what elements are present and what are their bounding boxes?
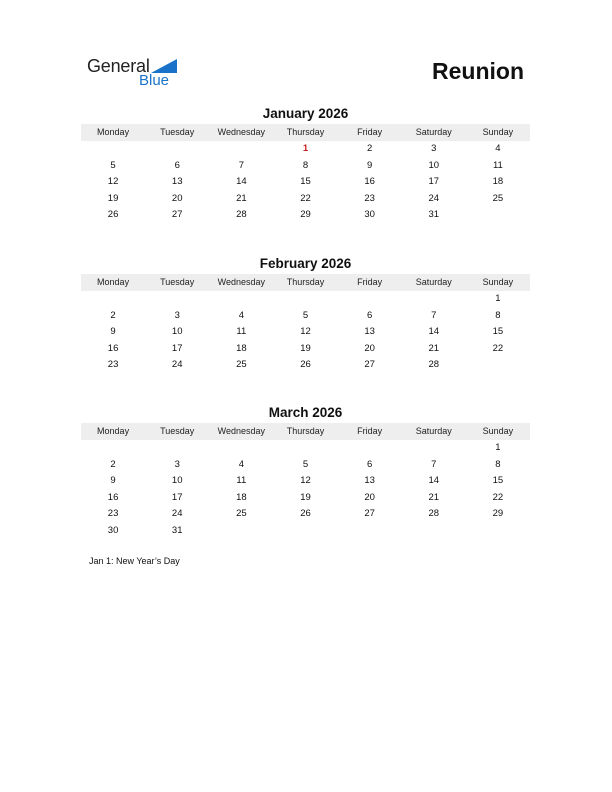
day-cell: 17 bbox=[428, 176, 440, 188]
month-block bbox=[81, 106, 530, 224]
day-cell: 25 bbox=[492, 192, 504, 204]
week-row bbox=[81, 207, 530, 224]
day-cell: 3 bbox=[431, 143, 437, 154]
week-row bbox=[81, 324, 530, 341]
day-cell: 13 bbox=[171, 176, 183, 188]
day-cell: 26 bbox=[107, 209, 119, 221]
day-cell: 10 bbox=[428, 159, 440, 171]
day-cell: 15 bbox=[492, 475, 504, 487]
day-cell: 9 bbox=[110, 475, 116, 487]
day-cell: 17 bbox=[171, 491, 183, 503]
day-cell bbox=[466, 523, 530, 540]
weekday-header bbox=[81, 274, 530, 291]
day-cell: 28 bbox=[428, 508, 440, 520]
week-row bbox=[81, 357, 530, 374]
day-cell: 20 bbox=[171, 192, 183, 204]
day-cell: 19 bbox=[300, 342, 311, 354]
weekday-label: Saturday bbox=[415, 127, 452, 137]
day-cell: 5 bbox=[110, 159, 116, 171]
day-cell: 12 bbox=[300, 326, 311, 338]
weekday-label: Sunday bbox=[482, 127, 514, 137]
day-cell: 5 bbox=[302, 309, 309, 321]
day-cell bbox=[338, 523, 402, 540]
weekday-label: Wednesday bbox=[217, 277, 266, 287]
day-cell bbox=[81, 440, 145, 457]
weekday-header bbox=[81, 124, 530, 141]
day-cell: 9 bbox=[110, 326, 116, 338]
weekday-label: Saturday bbox=[415, 426, 452, 436]
day-cell: 21 bbox=[428, 342, 440, 354]
day-cell: 19 bbox=[107, 192, 119, 204]
day-cell: 2 bbox=[110, 309, 116, 321]
weekday-label: Thursday bbox=[286, 426, 325, 436]
holiday-note: Jan 1: New Year’s Day bbox=[89, 556, 180, 566]
day-cell: 21 bbox=[236, 192, 247, 204]
day-cell bbox=[145, 141, 209, 158]
country-title: Reunion bbox=[432, 58, 524, 84]
week-row bbox=[81, 473, 530, 490]
month-block bbox=[81, 256, 530, 374]
day-cell: 31 bbox=[171, 524, 183, 536]
day-cell: 17 bbox=[171, 342, 183, 354]
day-cell: 10 bbox=[171, 475, 183, 487]
day-cell: 27 bbox=[171, 209, 183, 221]
day-cell: 14 bbox=[428, 326, 440, 338]
day-cell bbox=[402, 523, 466, 540]
day-cell: 29 bbox=[492, 508, 504, 520]
day-cell: 24 bbox=[428, 192, 440, 204]
day-cell: 26 bbox=[300, 359, 311, 371]
week-row bbox=[81, 506, 530, 523]
day-cell bbox=[145, 291, 209, 308]
week-row bbox=[81, 291, 530, 308]
day-cell: 3 bbox=[174, 458, 180, 470]
day-cell: 23 bbox=[107, 508, 119, 520]
weekday-label: Tuesday bbox=[160, 426, 195, 436]
day-cell bbox=[402, 291, 466, 308]
day-cell: 1 bbox=[495, 293, 501, 304]
day-cell bbox=[209, 440, 273, 457]
day-cell: 13 bbox=[364, 475, 375, 487]
day-cell bbox=[273, 440, 337, 457]
week-row bbox=[81, 457, 530, 474]
weekday-label: Tuesday bbox=[160, 127, 195, 137]
day-cell bbox=[273, 291, 337, 308]
day-cell: 26 bbox=[300, 508, 311, 520]
weekday-label: Thursday bbox=[286, 277, 325, 287]
day-cell: 24 bbox=[171, 508, 183, 520]
day-cell: 8 bbox=[495, 458, 501, 470]
day-cell: 6 bbox=[366, 458, 373, 470]
day-cell bbox=[466, 357, 530, 374]
day-cell: 28 bbox=[428, 359, 440, 371]
month-title: January 2026 bbox=[262, 106, 349, 121]
day-cell: 16 bbox=[364, 176, 375, 188]
day-cell: 27 bbox=[364, 508, 375, 520]
logo-triangle-icon bbox=[151, 59, 177, 73]
weekday-header bbox=[81, 423, 530, 440]
day-cell bbox=[209, 291, 273, 308]
day-cell: 14 bbox=[236, 176, 247, 188]
day-cell: 22 bbox=[492, 491, 504, 503]
day-cell: 13 bbox=[364, 326, 375, 338]
day-cell: 4 bbox=[238, 458, 244, 470]
day-cell bbox=[209, 523, 273, 540]
day-cell bbox=[466, 207, 530, 224]
day-cell: 15 bbox=[300, 176, 311, 188]
day-cell: 8 bbox=[302, 159, 309, 171]
day-cell: 16 bbox=[107, 342, 119, 354]
day-cell bbox=[338, 440, 402, 457]
day-cell: 20 bbox=[364, 491, 375, 503]
day-cell: 2 bbox=[110, 458, 116, 470]
day-cell: 21 bbox=[428, 491, 440, 503]
day-cell: 12 bbox=[300, 475, 311, 487]
weekday-label: Friday bbox=[357, 426, 383, 436]
day-cell: 16 bbox=[107, 491, 119, 503]
day-cell: 24 bbox=[171, 359, 183, 371]
day-cell: 28 bbox=[236, 209, 247, 221]
day-cell: 8 bbox=[495, 309, 501, 321]
day-cell bbox=[81, 141, 145, 158]
day-cell: 6 bbox=[366, 309, 373, 321]
day-cell: 11 bbox=[236, 475, 247, 487]
day-cell: 19 bbox=[300, 491, 311, 503]
day-cell: 10 bbox=[171, 326, 183, 338]
week-row bbox=[81, 308, 530, 325]
week-row bbox=[81, 490, 530, 507]
weekday-label: Thursday bbox=[286, 127, 325, 137]
weekday-label: Monday bbox=[97, 426, 130, 436]
day-cell bbox=[402, 440, 466, 457]
week-row bbox=[81, 174, 530, 191]
generalblue-logo bbox=[87, 56, 187, 92]
day-cell bbox=[338, 291, 402, 308]
day-cell: 18 bbox=[236, 491, 247, 503]
logo-text-blue: Blue bbox=[139, 72, 170, 89]
day-cell: 20 bbox=[364, 342, 375, 354]
day-cell: 7 bbox=[431, 309, 437, 321]
logo-text-general: General bbox=[87, 56, 150, 76]
day-cell: 15 bbox=[492, 326, 504, 338]
day-cell: 25 bbox=[236, 359, 247, 371]
day-cell: 9 bbox=[366, 159, 373, 171]
day-cell: 6 bbox=[174, 159, 180, 171]
weekday-label: Sunday bbox=[482, 277, 514, 287]
day-cell: 4 bbox=[238, 309, 244, 321]
day-cell: 5 bbox=[302, 458, 309, 470]
weekday-label: Sunday bbox=[482, 426, 514, 436]
week-row bbox=[81, 440, 530, 457]
day-cell: 25 bbox=[236, 508, 247, 520]
week-row bbox=[81, 523, 530, 540]
day-cell: 23 bbox=[364, 192, 375, 204]
day-cell: 22 bbox=[492, 342, 504, 354]
weekday-label: Friday bbox=[357, 277, 383, 287]
weekday-label: Wednesday bbox=[217, 127, 266, 137]
weekday-label: Monday bbox=[97, 277, 130, 287]
day-cell: 31 bbox=[428, 209, 440, 221]
month-block bbox=[81, 405, 530, 540]
day-cell: 2 bbox=[366, 143, 373, 154]
weekday-label: Friday bbox=[357, 127, 383, 137]
day-cell bbox=[273, 523, 337, 540]
day-cell: 27 bbox=[364, 359, 375, 371]
day-cell bbox=[209, 141, 273, 158]
weekday-label: Monday bbox=[97, 127, 130, 137]
holiday-notes bbox=[89, 556, 180, 566]
weekday-label: Wednesday bbox=[217, 426, 266, 436]
week-row bbox=[81, 191, 530, 208]
day-cell: 23 bbox=[107, 359, 119, 371]
week-row bbox=[81, 158, 530, 175]
day-cell: 7 bbox=[238, 159, 244, 171]
month-title: February 2026 bbox=[259, 256, 352, 271]
day-cell: 18 bbox=[492, 176, 504, 188]
week-row bbox=[81, 341, 530, 358]
day-cell bbox=[81, 291, 145, 308]
day-cell bbox=[145, 440, 209, 457]
day-cell: 4 bbox=[495, 143, 501, 154]
day-cell: 22 bbox=[300, 192, 311, 204]
day-cell: 3 bbox=[174, 309, 180, 321]
day-cell: 11 bbox=[492, 159, 503, 171]
day-cell: 14 bbox=[428, 475, 440, 487]
day-cell: 12 bbox=[107, 176, 119, 188]
day-cell: 1 bbox=[495, 442, 501, 453]
day-cell: 1 bbox=[302, 143, 309, 154]
weekday-label: Saturday bbox=[415, 277, 452, 287]
day-cell: 30 bbox=[364, 209, 375, 221]
month-title: March 2026 bbox=[268, 405, 343, 420]
day-cell: 18 bbox=[236, 342, 247, 354]
day-cell: 11 bbox=[236, 326, 247, 338]
day-cell: 29 bbox=[300, 209, 311, 221]
day-cell: 7 bbox=[431, 458, 437, 470]
weekday-label: Tuesday bbox=[160, 277, 195, 287]
week-row bbox=[81, 141, 530, 158]
day-cell: 30 bbox=[107, 524, 119, 536]
